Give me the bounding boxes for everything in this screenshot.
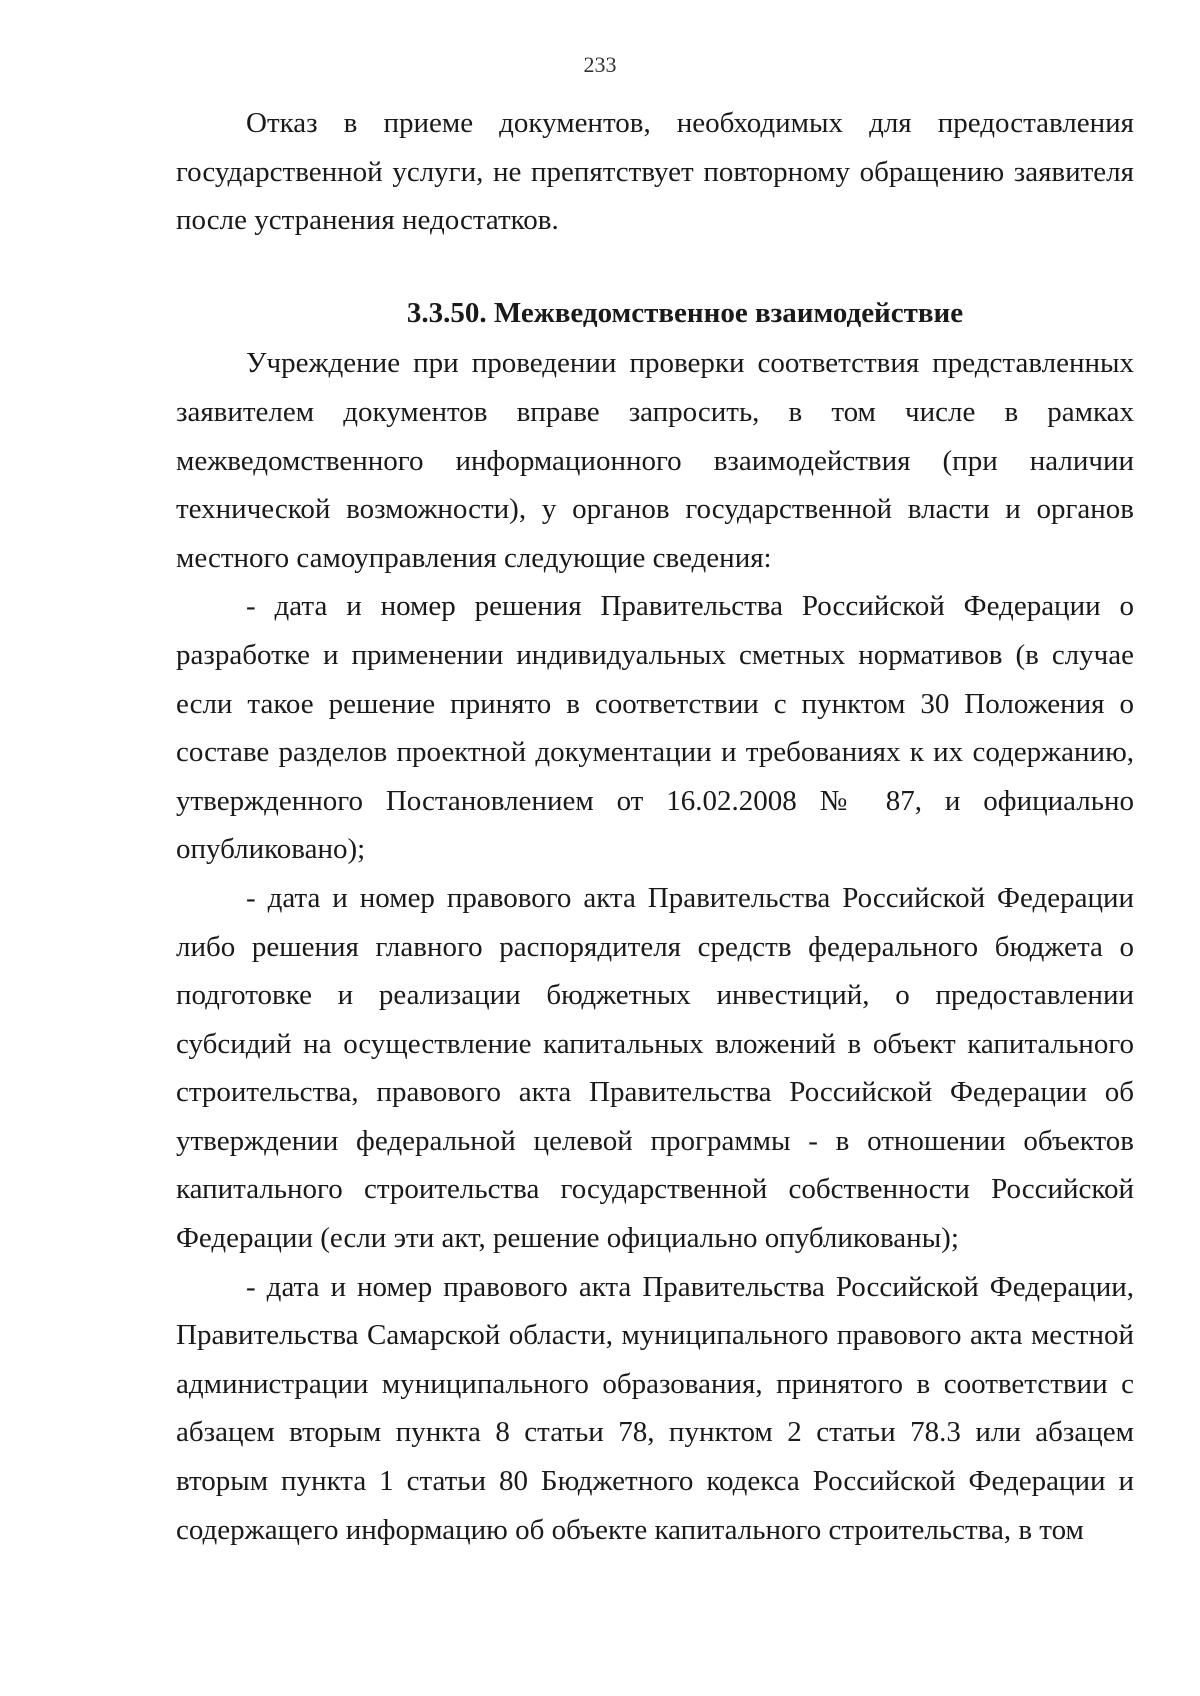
paragraph-intro: Учреждение при проведении проверки соответствия представленных заявителем документов вправе запросить, в том числе в рамках межведомственного информационного взаимодействия (при наличии технической возможности), у органов государственной власти и органов местного самоуправления следующие сведения: xyxy=(176,347,1134,574)
paragraph-refusal-note: Отказ в приеме документов, необходимых для предоставления государственной услуги, не препятствует повторному обращению заявителя после устранения недостатков. xyxy=(176,107,1134,237)
section-heading: 3.3.50. Межведомственное взаимодействие xyxy=(406,296,964,329)
list-item-government-decision: - дата и номер решения Правительства Российской Федерации о разработке и применении индивидуальных сметных нормативов (в случае если такое решение принято в соответствии с пунктом 30 Положения о составе разделов проектной документации и требованиях к их содержанию, утвержденного Постановлением от 16.02.2008 № 87, и официально опубликовано); xyxy=(176,590,1134,866)
document-body xyxy=(176,99,1134,1554)
list-item-legal-act-budget-code: - дата и номер правового акта Правительства Российской Федерации, Правительства Самарской области, муниципального правового акта местной администрации муниципального образования, принятого в соответствии с абзацем вторым пункта 8 статьи 78, пунктом 2 статьи 78.3 или абзацем вторым пункта 1 статьи 80 Бюджетного кодекса Российской Федерации и содержащего информацию об объекте капитального строительства, в том xyxy=(176,1270,1134,1546)
list-item-legal-act-budget-investments: - дата и номер правового акта Правительства Российской Федерации либо решения главного распорядителя средств федерального бюджета о подготовке и реализации бюджетных инвестиций, о предоставлении субсидий на осуществление капитальных вложений в объект капитального строительства, правового акта Правительства Российской Федерации об утверждении федеральной целевой программы - в отношении объектов капитального строительства государственной собственности Российской Федерации (если эти акт, решение официально опубликованы); xyxy=(176,881,1134,1255)
page-number: 233 xyxy=(583,52,617,77)
